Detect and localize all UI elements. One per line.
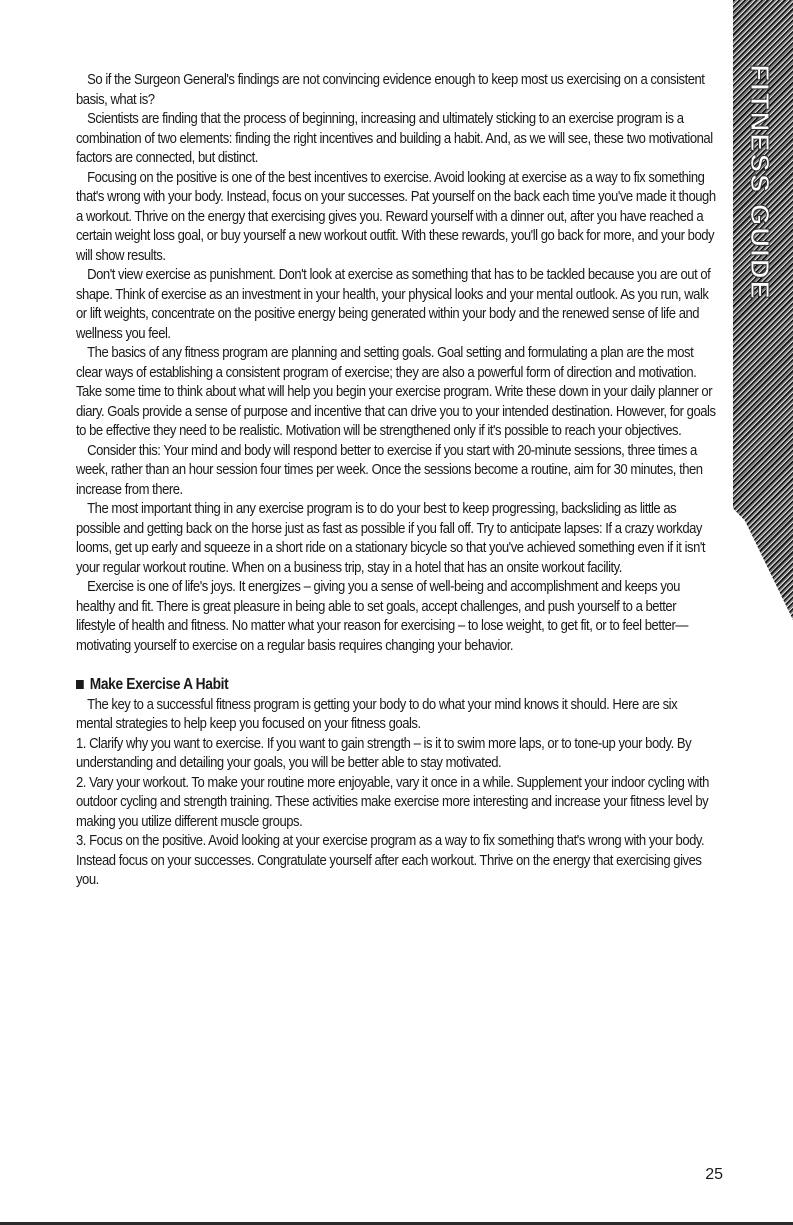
body-paragraph: The most important thing in any exercise program is to do your best to keep progressing, backsliding as little as possible and getting back on the horse just as fast as possible if you fall off. Try to anticipate lapses: If a crazy workday looms, get up early and squeeze in a short ride on a stationary bicycle so that you've achieved something even if it isn't your regular workout routine. When on a business trip, stay in a hotel that has an onsite workout facility. bbox=[76, 500, 706, 576]
body-paragraph: The basics of any fitness program are planning and setting goals. Goal setting and formulating a plan are the most clear ways of establishing a consistent program of exercise; they are also a powerful form of direction and motivation. Take some time to think about what will help you begin your exercise program. Write these down in your daily planner or diary. Goals provide a sense of purpose and incentive that can drive you to your intended destination. However, for goals to be effective they need to be realistic. Motivation will be strengthened only if it's possible to reach your objectives. bbox=[76, 344, 716, 439]
body-paragraph: So if the Surgeon General's findings are not convincing evidence enough to keep most us exercising on a consistent basis, what is? bbox=[76, 71, 705, 108]
section-heading-text: Make Exercise A Habit bbox=[89, 676, 229, 693]
strategy-item: 2. Vary your workout. To make your routine more enjoyable, vary it once in a while. Supplement your indoor cycling with outdoor cycling and strength training. These activities make exercise more interesting and increase your fitness level by making you utilize different muscle groups. bbox=[76, 773, 709, 830]
section-tab-label: FITNESS GUIDE bbox=[745, 64, 775, 301]
section-heading bbox=[76, 675, 716, 695]
body-paragraph: Exercise is one of life's joys. It energizes – giving you a sense of well-being and accomplishment and keeps you healthy and fit. There is great pleasure in being able to set goals, accept challenges, and push yourself to a better lifestyle of health and fitness. No matter what your reason for exercising – to lose weight, to get fit, or to feel better— motivating yourself to exercise on a regular basis requires changing your behavior. bbox=[76, 578, 688, 654]
body-paragraph: Scientists are finding that the process of beginning, increasing and ultimately sticking to an exercise program is a combination of two elements: finding the right incentives and building a habit. And, as we will see, these two motivational factors are connected, but distinct. bbox=[76, 110, 713, 166]
body-paragraph: Don't view exercise as punishment. Don't look at exercise as something that has to be tackled because you are out of shape. Think of exercise as an investment in your health, your physical looks and your mental outlook. As you run, walk or lift weights, concentrate on the positive energy being generated within your body and the renewed sense of life and wellness you feel. bbox=[76, 266, 711, 342]
body-paragraph: Consider this: Your mind and body will respond better to exercise if you start with 20-minute sessions, three times a week, rather than an hour session four times per week. Once the sessions become a routine, aim for 30 minutes, then increase from there. bbox=[76, 441, 703, 498]
strategy-item: 3. Focus on the positive. Avoid looking at your exercise program as a way to fix something that's wrong with your body. Instead focus on your successes. Congratulate yourself after each workout. Thrive on the energy that exercising gives you. bbox=[76, 832, 705, 888]
body-paragraph: Focusing on the positive is one of the best incentives to exercise. Avoid looking at exercise as a way to fix something that's wrong with your body. Instead, focus on your successes. Pat yourself on the back each time you've made it though a workout. Thrive on the energy that exercising gives you. Reward yourself with a dinner out, after you have reached a certain weight loss goal, or buy yourself a new workout outfit. With these rewards, you'll go back for more, and your body will show results. bbox=[76, 168, 716, 264]
strategy-item: 1. Clarify why you want to exercise. If you want to gain strength – is it to swim more laps, or to tone-up your body. By understanding and detailing your goals, you will be better able to stay motivated. bbox=[76, 734, 692, 771]
section-intro: The key to a successful fitness program is getting your body to do what your mind knows it should. Here are six mental strategies to help keep you focused on your fitness goals. bbox=[76, 695, 678, 732]
square-bullet-icon bbox=[76, 680, 84, 689]
page-number: 25 bbox=[705, 1166, 723, 1183]
page-body bbox=[76, 70, 716, 890]
